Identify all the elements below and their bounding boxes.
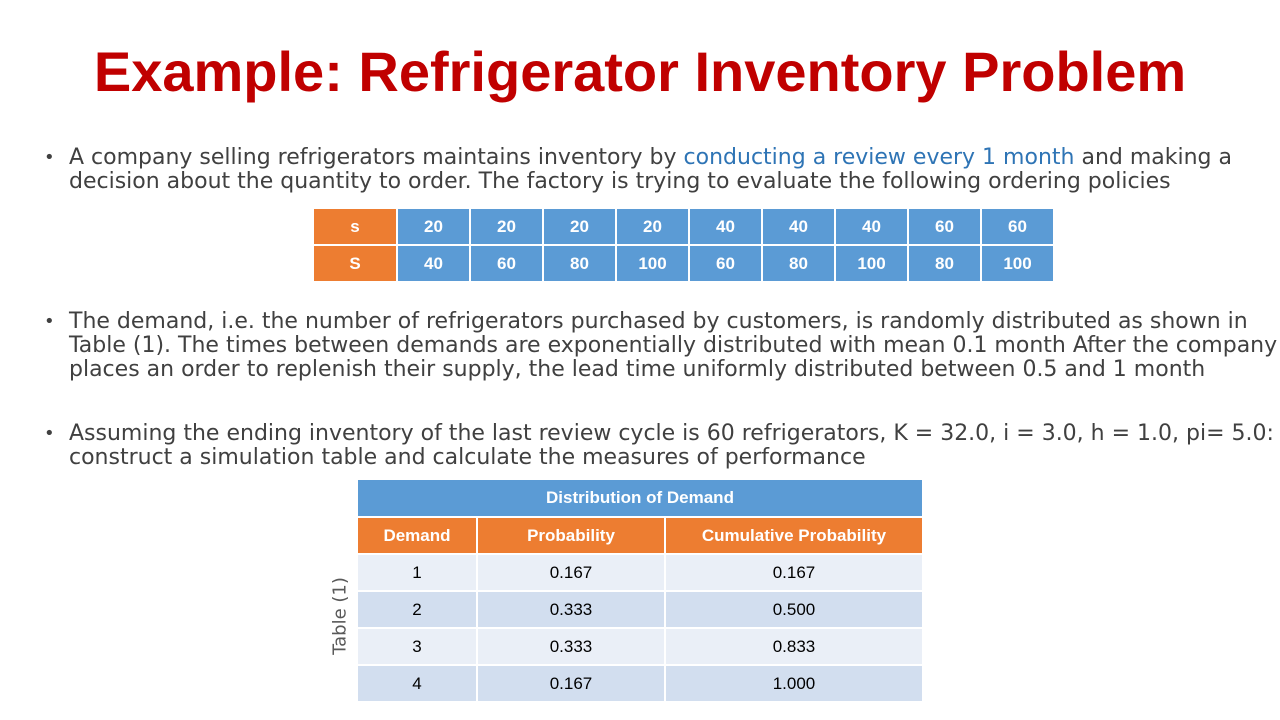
policy-row-label: s <box>314 209 397 245</box>
table-row <box>358 665 922 702</box>
policy-cell: 20 <box>397 209 470 245</box>
table-side-label: Table (1) <box>329 577 351 655</box>
bullet-text-part: and making a decision about the quantity to order. The factory is trying to evaluate the following ordering policies <box>69 145 1232 194</box>
table-cell: 0.500 <box>665 591 922 628</box>
policy-row-S <box>314 245 1053 281</box>
table-cell: 2 <box>358 591 477 628</box>
policy-cell: 40 <box>689 209 762 245</box>
column-header-cumulative: Cumulative Probability <box>665 517 922 554</box>
bullet-highlight: conducting a review every 1 month <box>683 145 1075 170</box>
table-cell: 1 <box>358 554 477 591</box>
bullet-dot-icon: • <box>44 423 55 444</box>
table-row <box>358 591 922 628</box>
policy-cell: 100 <box>616 245 689 281</box>
bullet-text-part: A company selling refrigerators maintains inventory by <box>69 145 684 170</box>
table-cell: 4 <box>358 665 477 702</box>
policy-cell: 100 <box>981 245 1053 281</box>
policy-cell: 40 <box>835 209 908 245</box>
policy-cell: 60 <box>689 245 762 281</box>
policy-cell: 20 <box>616 209 689 245</box>
table-caption: Distribution of Demand <box>358 480 922 517</box>
policy-cell: 60 <box>470 245 543 281</box>
table-row <box>358 554 922 591</box>
policy-cell: 60 <box>908 209 981 245</box>
bullet-text <box>69 146 1279 194</box>
bullet-text: Assuming the ending inventory of the last review cycle is 60 refrigerators, K = 32.0, i = 3.0, h = 1.0, pi= 5.0: construct a simulation table and calculate the measures of performance <box>69 421 1274 470</box>
column-header-demand: Demand <box>358 517 477 554</box>
policy-cell: 40 <box>762 209 835 245</box>
table-cell: 0.833 <box>665 628 922 665</box>
policy-cell: 100 <box>835 245 908 281</box>
table-cell: 0.167 <box>477 665 665 702</box>
policy-cell: 80 <box>762 245 835 281</box>
demand-distribution-table <box>358 480 922 703</box>
column-header-probability: Probability <box>477 517 665 554</box>
slide-title: Example: Refrigerator Inventory Problem <box>93 40 1187 103</box>
table-cell: 0.167 <box>665 554 922 591</box>
policy-row-label: S <box>314 245 397 281</box>
table-cell: 3 <box>358 628 477 665</box>
policy-cell: 80 <box>908 245 981 281</box>
bullet-dot-icon: • <box>44 147 55 168</box>
policy-row-s <box>314 209 1053 245</box>
bullet-dot-icon: • <box>44 311 55 332</box>
table-cell: 0.167 <box>477 554 665 591</box>
table-row <box>358 628 922 665</box>
ordering-policy-table <box>314 209 1053 281</box>
policy-cell: 80 <box>543 245 616 281</box>
policy-cell: 40 <box>397 245 470 281</box>
table-cell: 1.000 <box>665 665 922 702</box>
table-cell: 0.333 <box>477 591 665 628</box>
table-cell: 0.333 <box>477 628 665 665</box>
policy-cell: 60 <box>981 209 1053 245</box>
bullet-text: The demand, i.e. the number of refrigerators purchased by customers, is randomly distributed as shown in Table (1). The times between demands are exponentially distributed with mean 0.1 month After the company places an order to replenish their supply, the lead time uniformly distributed between 0.5 and 1 month <box>69 309 1278 382</box>
policy-cell: 20 <box>543 209 616 245</box>
policy-cell: 20 <box>470 209 543 245</box>
